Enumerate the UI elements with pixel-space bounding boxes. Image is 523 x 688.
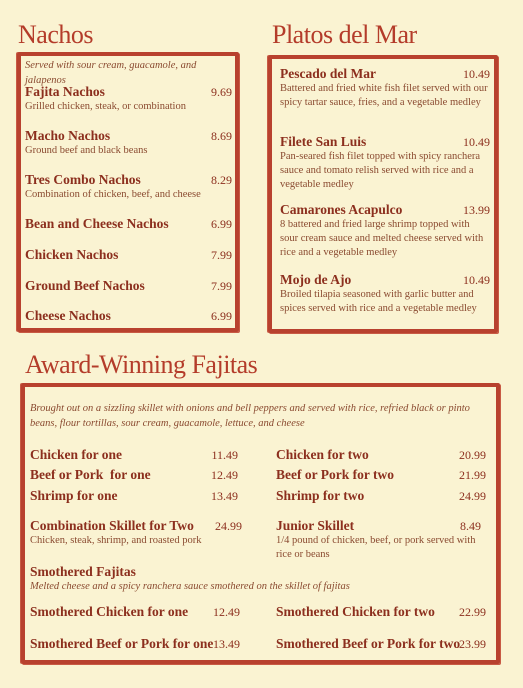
menu-item-mojo-de-ajo <box>280 272 490 316</box>
item-price: 13.49 <box>211 489 238 503</box>
item-price: 8.49 <box>460 519 481 533</box>
item-name: Smothered Chicken for one <box>30 604 189 619</box>
item-name: Smothered Fajitas <box>30 564 136 579</box>
fajita-beef-pork-two <box>276 467 486 483</box>
item-price: 6.99 <box>211 309 232 323</box>
item-desc: Chicken, steak, shrimp, and roasted pork <box>30 535 202 546</box>
smothered-chicken-one <box>30 604 240 620</box>
item-price: 24.99 <box>459 489 486 503</box>
item-price: 8.29 <box>211 173 232 187</box>
item-price: 13.49 <box>213 637 240 651</box>
fajita-shrimp-one <box>30 488 238 504</box>
fajita-chicken-one <box>30 447 238 463</box>
item-price: 24.99 <box>215 519 242 533</box>
item-price: 8.69 <box>211 129 232 143</box>
nachos-heading: Nachos <box>18 20 93 49</box>
smothered-beef-pork-two <box>276 636 486 652</box>
fajitas-intro: Brought out on a sizzling skillet with onions and bell peppers and served with rice, refried black or pinto beans, flour tortillas, sour cream, guacamole, lettuce, and cheese <box>30 403 470 429</box>
item-name: Smothered Beef or Pork for one <box>30 636 214 651</box>
item-name: Chicken for one <box>30 447 123 462</box>
item-price: 10.49 <box>463 135 490 149</box>
item-name: Tres Combo Nachos <box>25 172 141 187</box>
smothered-chicken-two <box>276 604 486 620</box>
item-price: 20.99 <box>459 448 486 462</box>
item-name: Filete San Luis <box>280 134 367 149</box>
item-name: Pescado del Mar <box>280 66 376 81</box>
item-name: Bean and Cheese Nachos <box>25 216 169 231</box>
menu-item-chicken-nachos <box>25 247 232 263</box>
item-desc: Grilled chicken, steak, or combination <box>25 101 186 112</box>
mar-heading: Platos del Mar <box>272 20 417 49</box>
item-desc: Melted cheese and a spicy ranchera sauce smothered on the skillet of fajitas <box>30 581 350 592</box>
item-price: 9.69 <box>211 85 232 99</box>
fajitas-heading: Award-Winning Fajitas <box>25 350 258 379</box>
item-desc: 8 battered and fried large shrimp topped with sour cream sauce and melted cheese served with rice and a vegetable medley <box>280 219 484 258</box>
item-price: 7.99 <box>211 248 232 262</box>
menu-item-ground-beef-nachos <box>25 278 232 294</box>
item-name: Beef or Pork for two <box>276 467 394 482</box>
item-name: Combination Skillet for Two <box>30 518 194 533</box>
item-price: 12.49 <box>211 468 238 482</box>
menu-item-fajita-nachos <box>25 84 232 114</box>
item-name: Camarones Acapulco <box>280 202 403 217</box>
item-desc: Pan-seared fish filet topped with spicy ranchera sauce and tomato relish served with rice and a vegetable medley <box>280 151 481 190</box>
item-name: Chicken for two <box>276 447 369 462</box>
item-name: Shrimp for one <box>30 488 118 503</box>
fajita-combination-skillet <box>30 518 242 548</box>
menu-item-camarones-acapulco <box>280 202 490 260</box>
item-name: Junior Skillet <box>276 518 355 533</box>
menu-item-macho-nachos <box>25 128 232 158</box>
menu-item-bean-cheese-nachos <box>25 216 232 232</box>
item-price: 22.99 <box>459 605 486 619</box>
item-name: Beef or Pork for one <box>30 467 151 482</box>
item-price: 6.99 <box>211 217 232 231</box>
menu-item-tres-combo-nachos <box>25 172 237 202</box>
fajita-chicken-two <box>276 447 486 463</box>
item-price: 23.99 <box>459 637 486 651</box>
item-price: 10.49 <box>463 273 490 287</box>
fajita-junior-skillet <box>276 518 486 562</box>
item-name: Shrimp for two <box>276 488 365 503</box>
item-desc: Battered and fried white fish filet served with our spicy tartar sauce, fries, and a vegetable medley <box>280 83 488 108</box>
item-name: Cheese Nachos <box>25 308 111 323</box>
item-price: 13.99 <box>463 203 490 217</box>
item-price: 7.99 <box>211 279 232 293</box>
menu-item-pescado-del-mar <box>280 66 490 110</box>
item-name: Chicken Nachos <box>25 247 119 262</box>
menu-item-cheese-nachos <box>25 308 232 324</box>
item-desc: Broiled tilapia seasoned with garlic butter and spices served with rice and a vegetable medley <box>280 289 477 314</box>
item-price: 11.49 <box>211 448 238 462</box>
menu-item-filete-san-luis <box>280 134 492 192</box>
item-price: 21.99 <box>459 468 486 482</box>
smothered-fajitas <box>30 564 496 593</box>
fajita-shrimp-two <box>276 488 486 504</box>
smothered-beef-pork-one <box>30 636 240 652</box>
nachos-intro: Served with sour cream, guacamole, and jalapenos <box>25 60 197 86</box>
item-desc: Combination of chicken, beef, and cheese <box>25 189 201 200</box>
item-name: Smothered Beef or Pork for two <box>276 636 461 651</box>
fajita-beef-pork-one <box>30 467 238 483</box>
item-name: Fajita Nachos <box>25 84 105 99</box>
item-desc: Ground beef and black beans <box>25 145 148 156</box>
item-name: Macho Nachos <box>25 128 111 143</box>
item-name: Mojo de Ajo <box>280 272 352 287</box>
item-desc: 1/4 pound of chicken, beef, or pork served with rice or beans <box>276 535 476 560</box>
item-name: Smothered Chicken for two <box>276 604 435 619</box>
item-price: 10.49 <box>463 67 490 81</box>
item-price: 12.49 <box>213 605 240 619</box>
item-name: Ground Beef Nachos <box>25 278 145 293</box>
